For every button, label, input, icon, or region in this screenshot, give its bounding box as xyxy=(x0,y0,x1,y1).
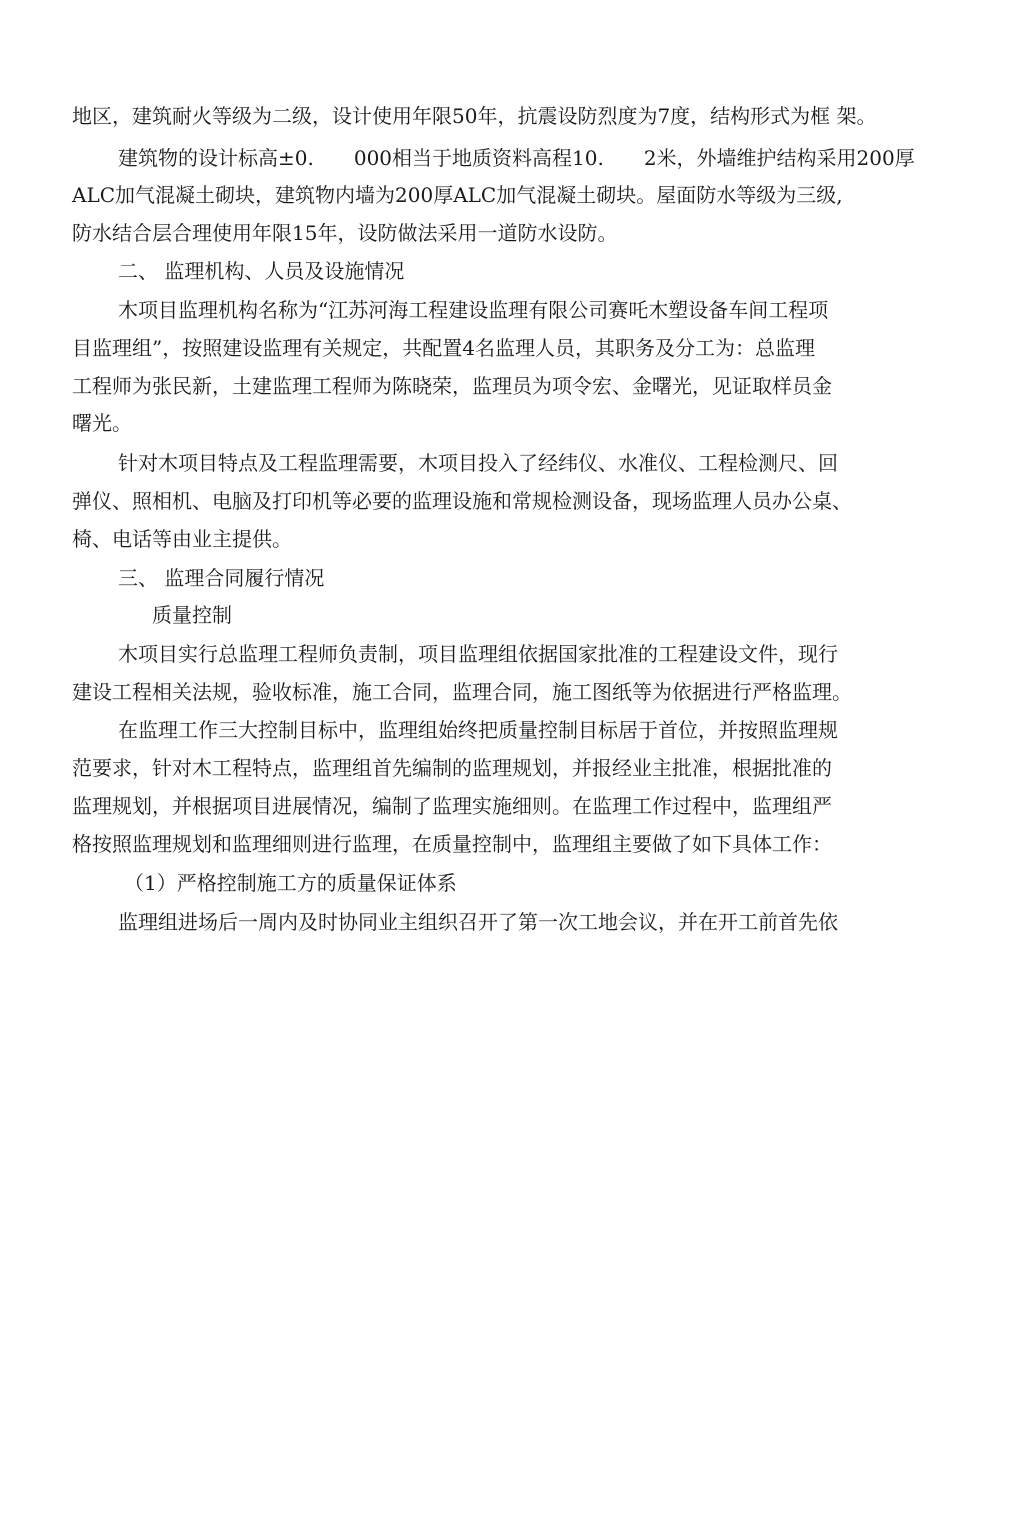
paragraph-line: 建设工程相关法规，验收标准，施工合同，监理合同，施工图纸等为依据进行严格监理。 xyxy=(72,680,852,704)
paragraph-line: 弹仪、照相机、电脑及打印机等必要的监理设施和常规检测设备，现场监理人员办公桌、 xyxy=(72,489,852,513)
paragraph-line: 防水结合层合理使用年限15年，设防做法采用一道防水设防。 xyxy=(72,221,618,245)
paragraph-line: 目监理组”，按照建设监理有关规定，共配置4名监理人员，其职务及分工为：总监理 xyxy=(72,336,815,360)
subsection-heading: 质量控制 xyxy=(152,603,232,627)
paragraph-line: 地区，建筑耐火等级为二级，设计使用年限50年，抗震设防烈度为7度，结构形式为框 架。 xyxy=(72,104,877,128)
paragraph-line: ALC加气混凝土砌块，建筑物内墙为200厚ALC加气混凝土砌块。屋面防水等级为三级, xyxy=(72,183,843,207)
paragraph-line: 木项目监理机构名称为“江苏河海工程建设监理有限公司赛吒木塑设备车间工程项 xyxy=(118,298,829,322)
paragraph-line: 建筑物的设计标高±0. 000相当于地质资料高程10. 2米，外墙维护结构采用200厚 xyxy=(118,146,915,170)
paragraph-line: 在监理工作三大控制目标中，监理组始终把质量控制目标居于首位，并按照监理规 xyxy=(118,718,838,742)
paragraph-line: 格按照监理规划和监理细则进行监理，在质量控制中，监理组主要做了如下具体工作： xyxy=(72,832,832,856)
paragraph-line: 工程师为张民新，土建监理工程师为陈晓荣，监理员为项令宏、金曙光，见证取样员金 xyxy=(72,374,832,398)
paragraph-line: 监理组进场后一周内及时协同业主组织召开了第一次工地会议，并在开工前首先依 xyxy=(118,910,838,934)
section-heading: 三、 监理合同履行情况 xyxy=(118,566,325,590)
paragraph-line: 针对木项目特点及工程监理需要，木项目投入了经纬仪、水准仪、工程检测尺、回 xyxy=(118,451,838,475)
list-item-heading: （1）严格控制施工方的质量保证体系 xyxy=(124,871,457,895)
paragraph-line: 曙光。 xyxy=(72,411,132,435)
paragraph-line: 范要求，针对木工程特点，监理组首先编制的监理规划，并报经业主批准，根据批准的 xyxy=(72,756,832,780)
paragraph-line: 椅、电话等由业主提供。 xyxy=(72,527,292,551)
paragraph-line: 监理规划，并根据项目进展情况，编制了监理实施细则。在监理工作过程中，监理组严 xyxy=(72,794,832,818)
section-heading: 二、 监理机构、人员及设施情况 xyxy=(118,259,405,283)
paragraph-line: 木项目实行总监理工程师负责制，项目监理组依据国家批准的工程建设文件，现行 xyxy=(118,642,838,666)
